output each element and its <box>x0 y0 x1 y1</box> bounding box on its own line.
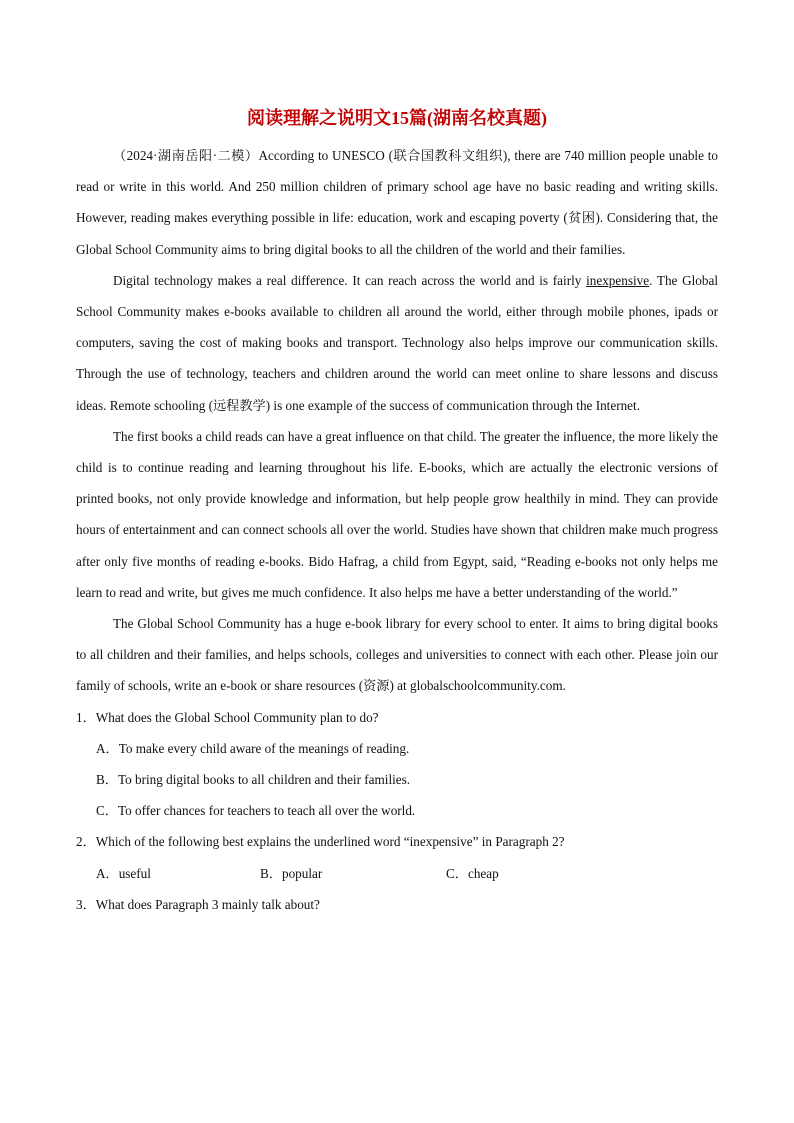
question-2-options <box>76 858 718 889</box>
question-2-option-b: B．popular <box>260 865 323 881</box>
paragraph-2-text-a: Digital technology makes a real difference. It can reach across the world and is fairly <box>112 272 587 288</box>
question-1-option-b: B．To bring digital books to all children and their families. <box>96 772 411 788</box>
question-3-stem: 3．What does Paragraph 3 mainly talk about? <box>76 896 320 912</box>
passage <box>76 140 718 920</box>
question-2-stem: 2．Which of the following best explains the underlined word “inexpensive” in Paragraph 2? <box>76 834 565 850</box>
paragraph-3: The first books a child reads can have a great influence on that child. The greater the influence, the more likely the child is to continue reading and learning throughout his life. E-books, which are actually the electronic versions of printed books, not only provide knowledge and information, but help people grow healthily in mind. They can provide hours of entertainment and can connect schools all over the world. Studies have shown that children make much progress after only five months of reading e-books. Bido Hafrag, a child from Egypt, said, “Reading e-books not only helps me learn to read and write, but gives me much confidence. It also helps me have a better understanding of the world.” <box>76 428 718 600</box>
question-1-option-a: A．To make every child aware of the meanings of reading. <box>96 740 410 756</box>
question-1-option-c: C．To offer chances for teachers to teach all over the world. <box>96 803 416 819</box>
paragraph-1: （2024·湖南岳阳·二模）According to UNESCO (联合国教科文组织), there are 740 million people unable to read or write in this world. And 250 million children of primary school age have no basic reading and writing skills. However, reading makes everything possible in life: education, work and escaping poverty (贫困). Considering that, the Global School Community aims to bring digital books to all the children of the world and their families. <box>76 148 718 257</box>
question-2-option-c: C．cheap <box>446 865 499 881</box>
paragraph-4: The Global School Community has a huge e-book library for every school to enter. It aims to bring digital books to all children and their families, and helps schools, colleges and universities to connect with each other. Please join our family of schools, write an e-book or share resources (资源) at globalschoolcommunity.com. <box>76 616 718 694</box>
underlined-word: inexpensive <box>586 272 650 288</box>
question-2-option-a: A．useful <box>96 865 151 881</box>
paragraph-2-text-b: . The Global School Community makes e-books available to children all around the world, either through mobile phones, ipads or computers, saving the cost of making books and transport. Technology also helps improve our communication skills. Through the use of technology, teachers and children around the world can meet online to share lessons and discuss ideas. Remote schooling (远程教学) is one example of the success of communication through the Internet. <box>76 272 719 413</box>
page-title: 阅读理解之说明文15篇(湖南名校真题) <box>247 108 547 128</box>
paragraph-2 <box>76 265 718 421</box>
question-1-stem: 1．What does the Global School Community plan to do? <box>76 709 379 725</box>
